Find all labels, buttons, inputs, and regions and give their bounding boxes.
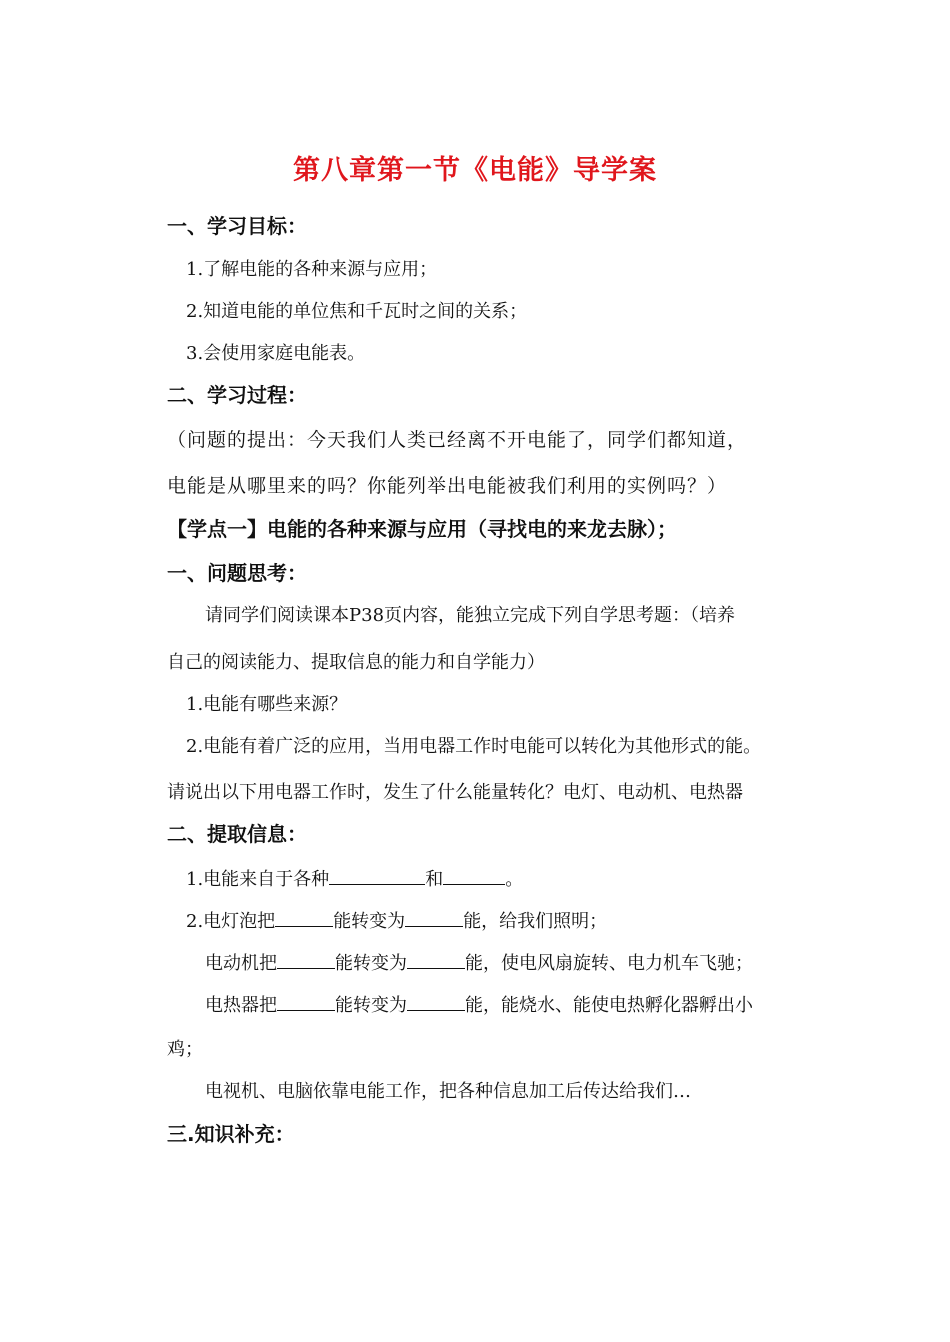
think-question: 请说出以下用电器工作时，发生了什么能量转化？电灯、电动机、电热器 <box>167 782 743 803</box>
fill-text: 电热器把 <box>205 995 277 1016</box>
answer-blank[interactable] <box>443 866 505 885</box>
fill-blank-line <box>186 908 607 934</box>
fill-text: 。 <box>505 869 524 890</box>
answer-blank[interactable] <box>275 908 333 927</box>
think-intro: 请同学们阅读课本P38页内容，能独立完成下列自学思考题：（培养 <box>205 605 736 626</box>
fill-text: 能转变为 <box>333 911 406 932</box>
fill-blank-line <box>205 992 753 1018</box>
info-text: 电视机、电脑依靠电能工作，把各种信息加工后传达给我们… <box>205 1081 691 1102</box>
think-question: 1.电能有哪些来源？ <box>186 694 348 715</box>
goal-item: 1.了解电能的各种来源与应用； <box>186 259 438 280</box>
process-heading: 二、学习过程： <box>167 383 307 407</box>
answer-blank[interactable] <box>407 992 465 1011</box>
answer-blank[interactable] <box>277 950 335 969</box>
fill-text-continued: 鸡； <box>167 1039 203 1060</box>
fill-text: 电动机把 <box>205 953 277 974</box>
think-intro: 自己的阅读能力、提取信息的能力和自学能力） <box>167 652 545 673</box>
point1-heading: 【学点一】电能的各种来源与应用（寻找电的来龙去脉）； <box>167 517 677 541</box>
answer-blank[interactable] <box>407 950 465 969</box>
fill-text: 2.电灯泡把 <box>186 911 276 932</box>
fill-text: 能，给我们照明； <box>463 911 608 932</box>
fill-text: 能，使电风扇旋转、电力机车飞驰； <box>465 953 753 974</box>
supplement-heading: 三.知识补充： <box>167 1122 295 1146</box>
fill-blank-line <box>205 950 753 976</box>
answer-blank[interactable] <box>277 992 335 1011</box>
question-text: 电能是从哪里来的吗？你能列举出电能被我们利用的实例吗？） <box>167 475 728 497</box>
fill-text: 能，能烧水、能使电热孵化器孵出小 <box>465 995 753 1016</box>
goal-item: 2.知道电能的单位焦和千瓦时之间的关系； <box>186 301 528 322</box>
fill-text: 能转变为 <box>335 953 407 974</box>
fill-text: 1.电能来自于各种 <box>186 869 330 890</box>
fill-text: 和 <box>425 869 444 890</box>
fill-blank-line <box>186 866 523 892</box>
extract-heading: 二、提取信息： <box>167 822 307 846</box>
think-heading: 一、问题思考： <box>167 561 307 585</box>
question-text: （问题的提出：今天我们人类已经离不开电能了，同学们都知道， <box>167 429 748 451</box>
page-title: 第八章第一节《电能》导学案 <box>293 155 657 186</box>
answer-blank[interactable] <box>405 908 463 927</box>
answer-blank[interactable] <box>329 866 425 885</box>
goal-item: 3.会使用家庭电能表。 <box>186 343 366 364</box>
think-question: 2.电能有着广泛的应用，当用电器工作时电能可以转化为其他形式的能。 <box>186 736 762 757</box>
goals-heading: 一、学习目标： <box>167 214 307 238</box>
fill-text: 能转变为 <box>335 995 407 1016</box>
